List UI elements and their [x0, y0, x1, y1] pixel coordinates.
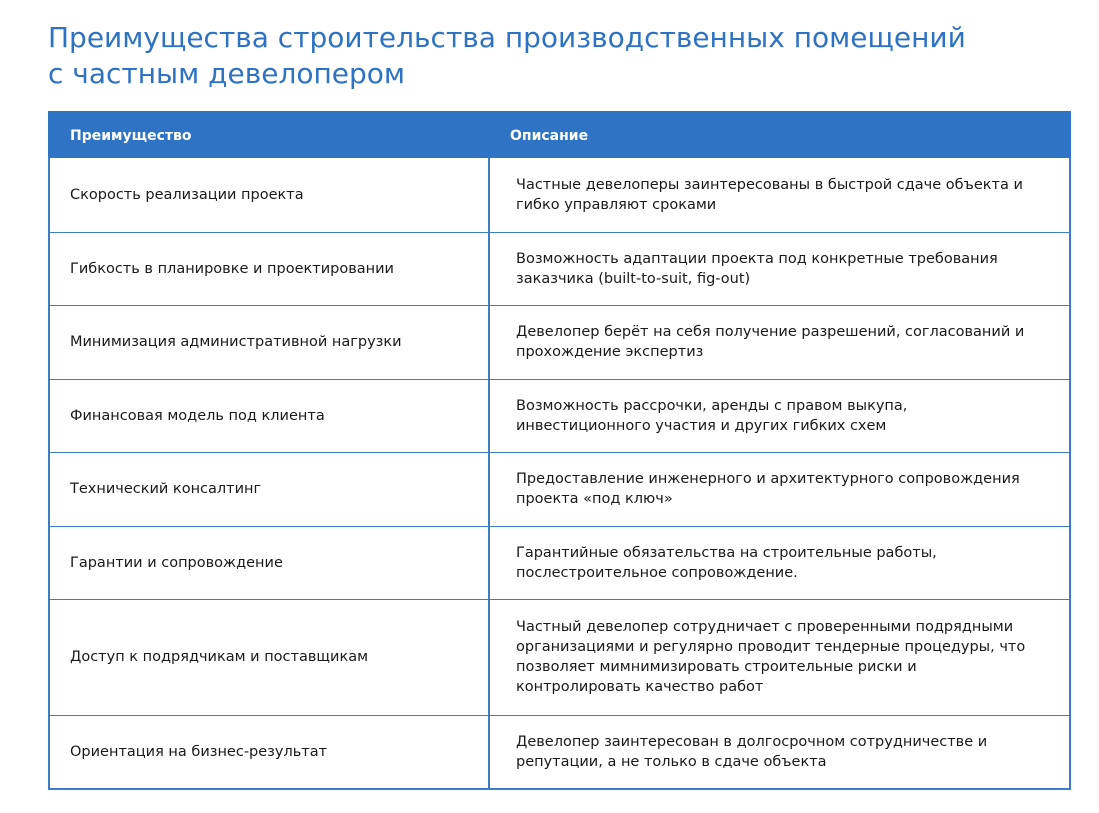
page-title	[48, 20, 1048, 92]
column-header-advantage: Преимущество	[49, 112, 489, 158]
advantage-cell: Гарантии и сопровождение	[49, 526, 489, 599]
description-cell: Частные девелоперы заинтересованы в быстрой сдаче объекта и гибко управляют сроками	[489, 158, 1070, 232]
table-row	[49, 599, 1070, 715]
description-cell: Предоставление инженерного и архитектурного сопровождения проекта «под ключ»	[489, 452, 1070, 526]
table-row	[49, 526, 1070, 599]
column-header-description: Описание	[489, 112, 1070, 158]
advantages-table	[48, 111, 1071, 790]
advantage-cell: Скорость реализации проекта	[49, 158, 489, 232]
table-row	[49, 232, 1070, 305]
description-cell: Возможность адаптации проекта под конкретные требования заказчика (built-to-suit, fig-out)	[489, 232, 1070, 305]
advantage-cell: Ориентация на бизнес-результат	[49, 715, 489, 789]
advantage-cell: Доступ к подрядчикам и поставщикам	[49, 599, 489, 715]
table-row	[49, 379, 1070, 452]
advantage-cell: Технический консалтинг	[49, 452, 489, 526]
page-title-line-1: Преимущества строительства производственных помещений	[48, 21, 966, 54]
description-cell: Гарантийные обязательства на строительные работы, послестроительное сопровождение.	[489, 526, 1070, 599]
advantage-cell: Минимизация административной нагрузки	[49, 305, 489, 379]
description-cell: Девелопер берёт на себя получение разрешений, согласований и прохождение экспертиз	[489, 305, 1070, 379]
description-cell: Девелопер заинтересован в долгосрочном сотрудничестве и репутации, а не только в сдаче объекта	[489, 715, 1070, 789]
advantage-cell: Финансовая модель под клиента	[49, 379, 489, 452]
table-row	[49, 305, 1070, 379]
advantage-cell: Гибкость в планировке и проектировании	[49, 232, 489, 305]
table-row	[49, 715, 1070, 789]
page-title-line-2: с частным девелопером	[48, 57, 406, 90]
table-header-row	[49, 112, 1070, 158]
table-row	[49, 452, 1070, 526]
description-cell: Частный девелопер сотрудничает с проверенными подрядными организациями и регулярно проводит тендерные процедуры, что позволяет мимнимизировать строительные риски и контролировать качество работ	[489, 599, 1070, 715]
table-row	[49, 158, 1070, 232]
description-cell: Возможность рассрочки, аренды с правом выкупа, инвестиционного участия и других гибких схем	[489, 379, 1070, 452]
